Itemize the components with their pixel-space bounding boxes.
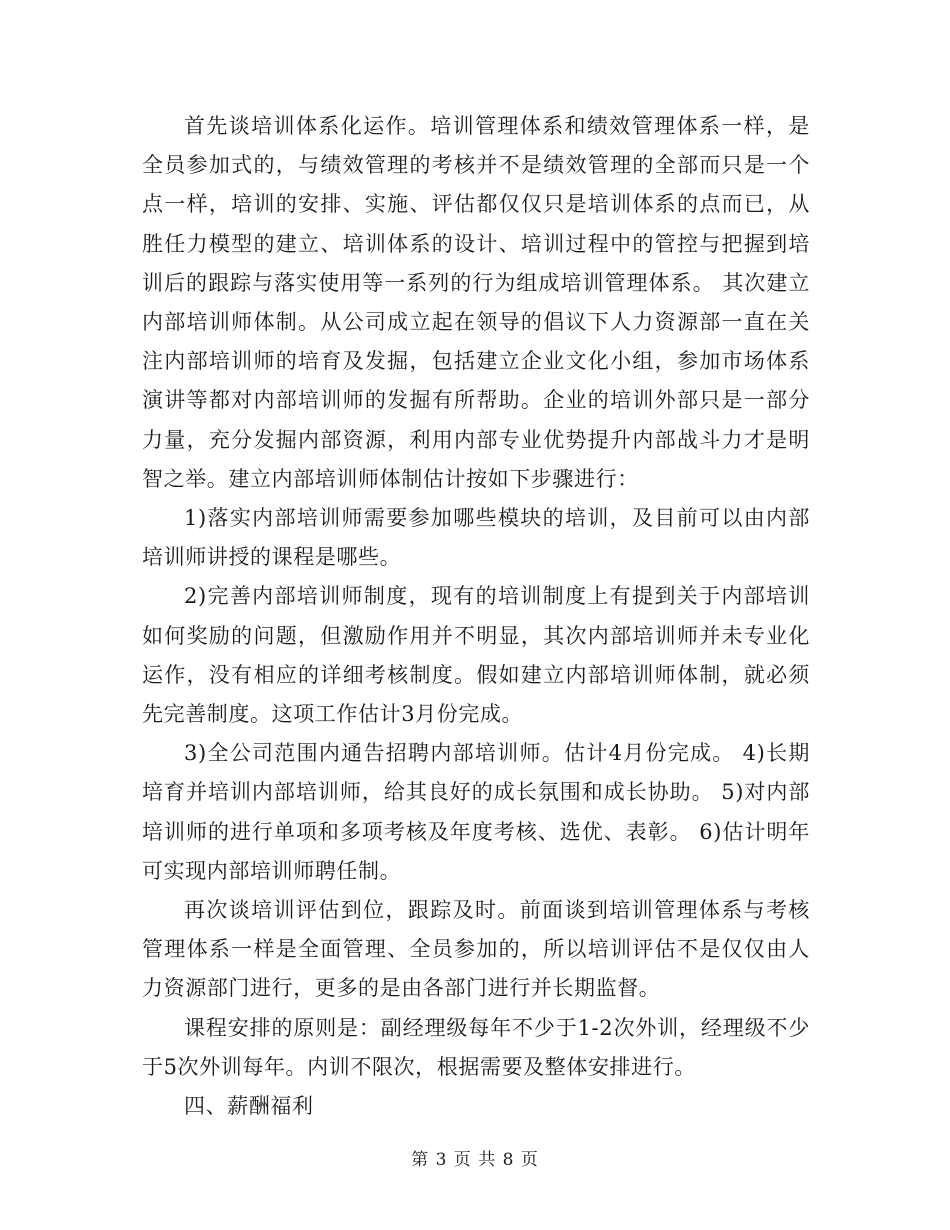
section-heading-compensation: 四、薪酬福利 <box>184 1094 314 1119</box>
paragraph-step-2: 2)完善内部培训师制度，现有的培训制度上有提到关于内部培训如何奖励的问题，但激励作用并不明显，其次内部培训师并未专业化运作，没有相应的详细考核制度。假如建立内部培训师体制，就必须先完善制度。这项工作估计3月份完成。 <box>142 584 810 727</box>
paragraph-steps-3-6: 3)全公司范围内通告招聘内部培训师。估计4月份完成。 4)长期培育并培训内部培训师，给其良好的成长氛围和成长协助。 5)对内部培训师的进行单项和多项考核及年度考核、选优、表彰。 6)估计明年可实现内部培训师聘任制。 <box>142 741 810 883</box>
paragraph-training-system: 首先谈培训体系化运作。培训管理体系和绩效管理体系一样，是全员参加式的，与绩效管理的考核并不是绩效管理的全部而只是一个点一样，培训的安排、实施、评估都仅仅只是培训体系的点而已，从胜任力模型的建立、培训体系的设计、培训过程中的管控与把握到培训后的跟踪与落实使用等一系列的行为组成培训管理体系。 其次建立内部培训师体制。从公司成立起在领导的倡议下人力资源部一直在关注内部培训师的培育及发掘，包括建立企业文化小组，参加市场体系演讲等都对内部培训师的发掘有所帮助。企业的培训外部只是一部分力量，充分发掘内部资源，利用内部专业优势提升内部战斗力才是明智之举。建立内部培训师体制估计按如下步骤进行： <box>142 114 810 491</box>
document-body <box>142 107 810 1126</box>
paragraph-training-evaluation: 再次谈培训评估到位，跟踪及时。前面谈到培训管理体系与考核管理体系一样是全面管理、全员参加的，所以培训评估不是仅仅由人力资源部门进行，更多的是由各部门进行并长期监督。 <box>142 898 810 1001</box>
paragraph-step-1: 1)落实内部培训师需要参加哪些模块的培训，及目前可以由内部培训师讲授的课程是哪些。 <box>142 506 810 570</box>
page-number-footer: 第 3 页 共 8 页 <box>411 1150 539 1170</box>
paragraph-course-principles: 课程安排的原则是：副经理级每年不少于1-2次外训，经理级不少于5次外训每年。内训不限次，根据需要及整体安排进行。 <box>142 1015 810 1079</box>
